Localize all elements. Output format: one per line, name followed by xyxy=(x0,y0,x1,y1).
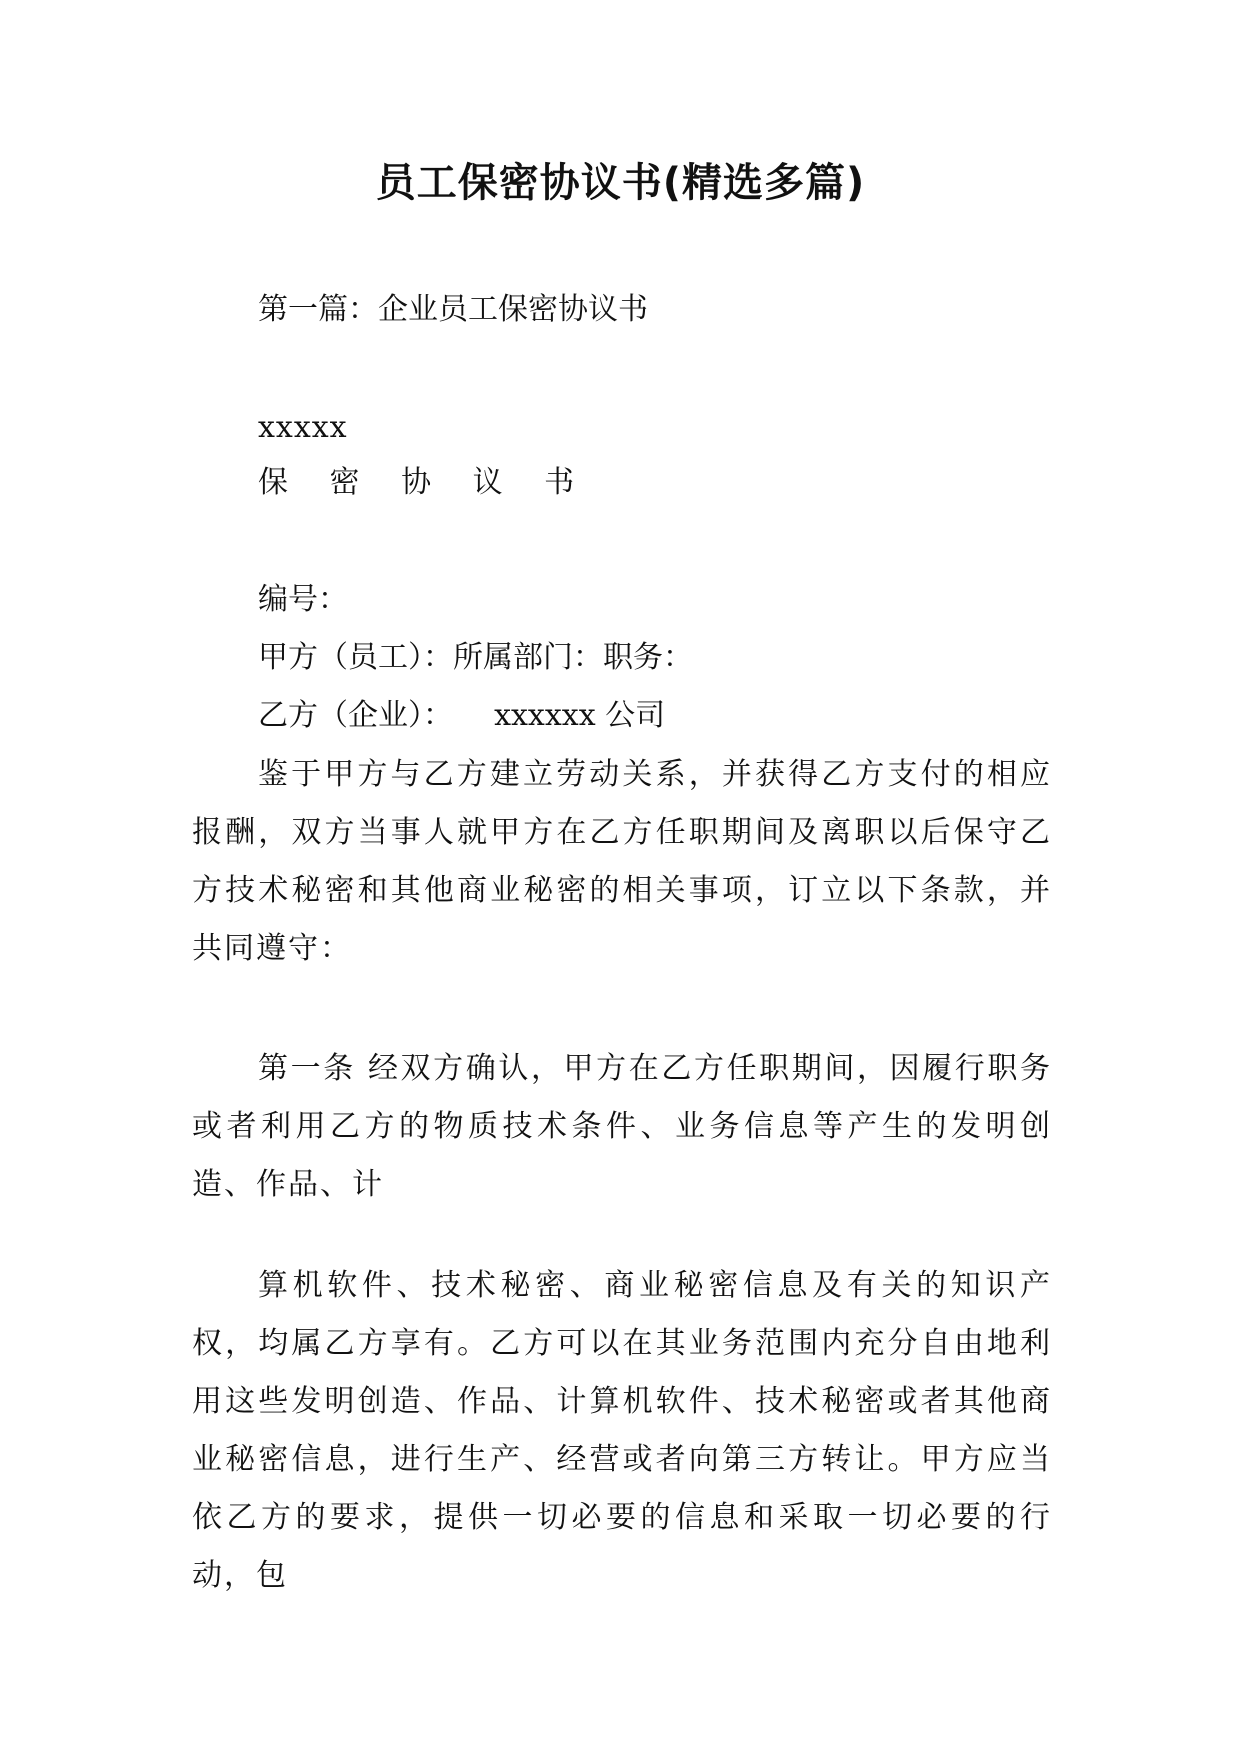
party-a-line: 甲方（员工）：所属部门：职务： xyxy=(258,640,693,675)
article-1-paragraph: 第一条 经双方确认，甲方在乙方任职期间，因履行职务或者利用乙方的物质技术条件、业务信息等产生的发明创造、作品、计 xyxy=(192,1051,1052,1202)
party-b-label: 乙方（企业）： xyxy=(258,698,453,733)
preamble-paragraph: 鉴于甲方与乙方建立劳动关系，并获得乙方支付的相应报酬，双方当事人就甲方在乙方任职期间及离职以后保守乙方技术秘密和其他商业秘密的相关事项，订立以下条款，并共同遵守： xyxy=(192,757,1052,966)
party-b-company: xxxxxx 公司 xyxy=(494,698,666,733)
section-heading: 第一篇：企业员工保密协议书 xyxy=(258,292,648,327)
party-b-line xyxy=(258,696,665,736)
article-1-continued-paragraph: 算机软件、技术秘密、商业秘密信息及有关的知识产权，均属乙方享有。乙方可以在其业务范围内充分自由地利用这些发明创造、作品、计算机软件、技术秘密或者其他商业秘密信息，进行生产、经营或者向第三方转让。甲方应当依乙方的要求，提供一切必要的信息和采取一切必要的行动，包 xyxy=(192,1268,1052,1593)
document-title: 员工保密协议书(精选多篇) xyxy=(375,160,866,206)
number-label: 编号： xyxy=(258,582,348,617)
company-placeholder: xxxxx xyxy=(258,410,348,445)
agreement-title: 保 密 协 议 书 xyxy=(258,465,591,500)
